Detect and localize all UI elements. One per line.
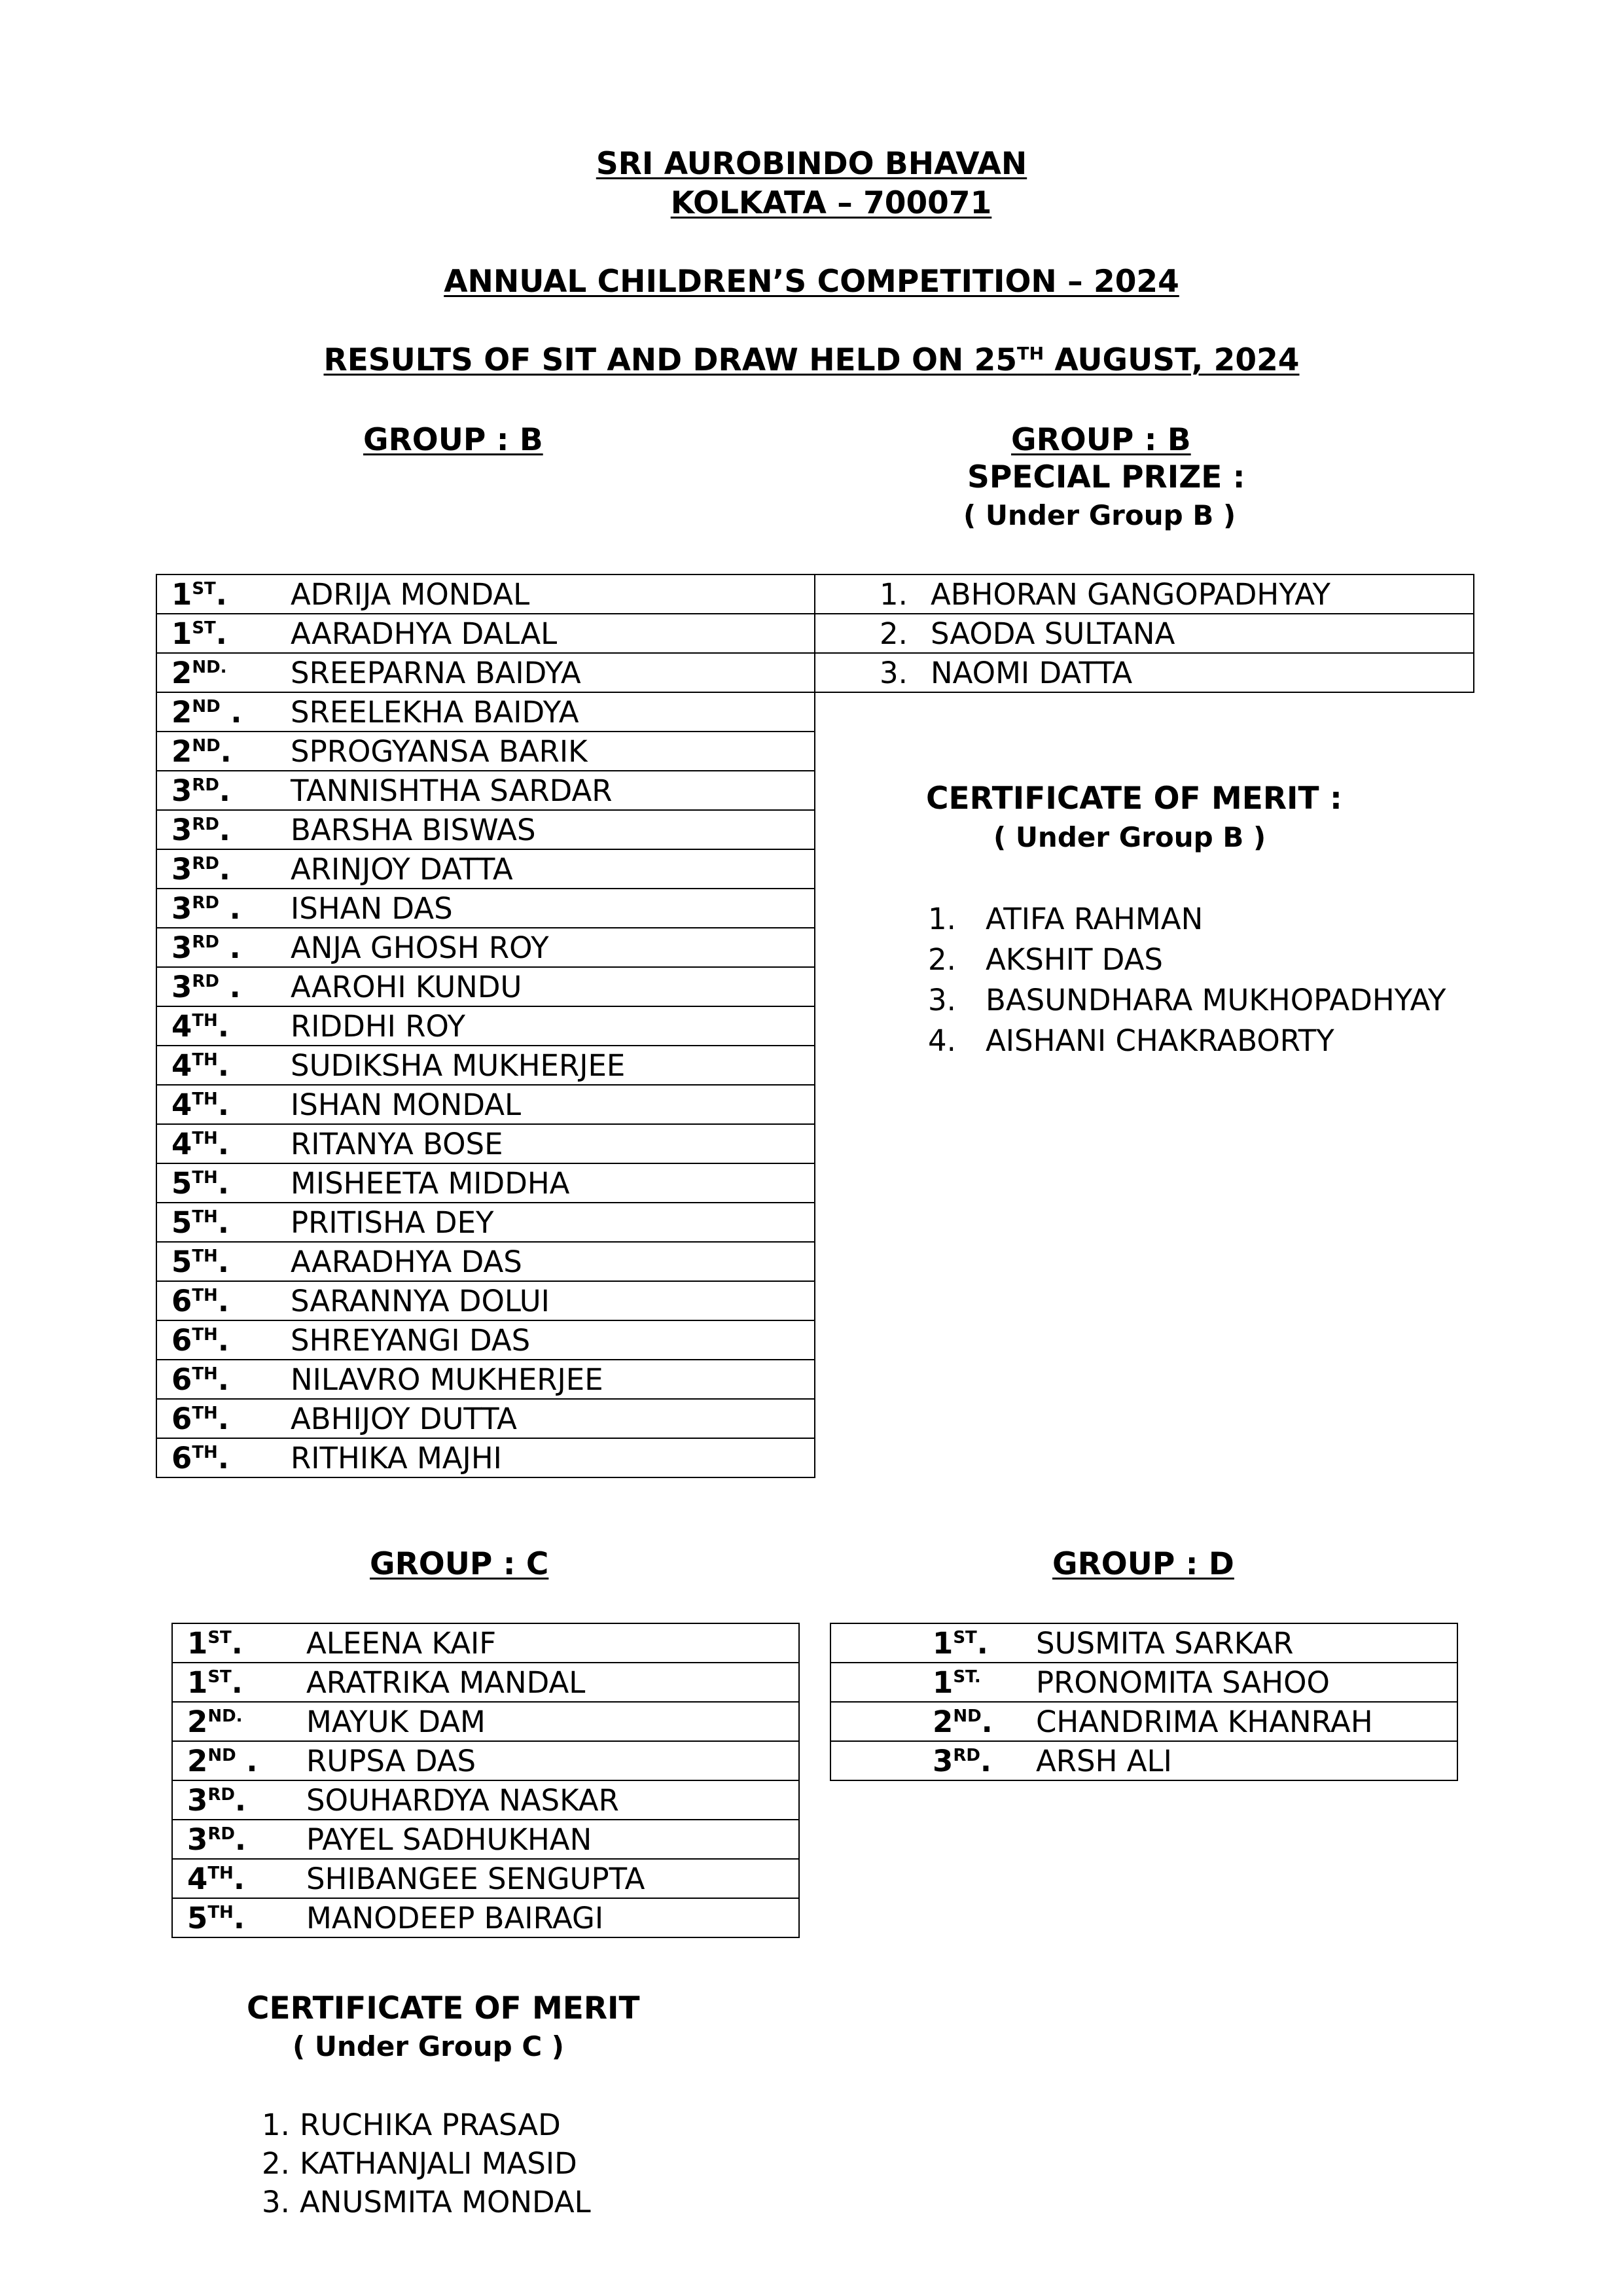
rank-label: [933, 1665, 1036, 1700]
rank-label: [171, 1402, 291, 1436]
merit-number: 3.: [262, 2185, 290, 2219]
rank-suffix: RD: [192, 932, 219, 952]
result-cell: [830, 1741, 1457, 1780]
rank-label: [171, 695, 291, 730]
participant-name: SREEPARNA BAIDYA: [291, 655, 581, 690]
rank-dot: .: [220, 694, 242, 730]
participant-name: AARADHYA DALAL: [291, 616, 558, 651]
result-cell: [156, 1006, 815, 1046]
rank-label: [171, 1362, 291, 1397]
participant-name: RUPSA DAS: [306, 1743, 476, 1778]
group-d-table: [830, 1623, 1458, 1781]
participant-name: ARSH ALI: [1036, 1743, 1172, 1778]
special-prize-row: [815, 653, 1474, 692]
rank-label: [171, 891, 291, 926]
rank-label: [171, 773, 291, 808]
result-cell: [172, 1702, 799, 1741]
rank-dot: .: [217, 1440, 229, 1475]
rank-suffix: RD: [192, 853, 219, 874]
rank-label: [187, 1665, 306, 1700]
result-cell: [156, 1046, 815, 1085]
merit-c-title: CERTIFICATE OF MERIT: [247, 1990, 640, 2026]
rank-number: 6: [171, 1440, 192, 1475]
rank-label: [171, 1166, 291, 1201]
result-row: [156, 732, 815, 771]
participant-name: RITHIKA MAJHI: [291, 1440, 502, 1475]
rank-suffix: ND: [953, 1706, 982, 1726]
result-cell: [156, 1320, 815, 1360]
result-cell: [172, 1820, 799, 1859]
rank-dot: .: [217, 1322, 229, 1358]
rank-dot: .: [217, 1205, 229, 1240]
participant-name: SUSMITA SARKAR: [1036, 1625, 1294, 1661]
result-cell: [156, 1124, 815, 1163]
org-title: SRI AUROBINDO BHAVAN: [596, 146, 1027, 182]
result-row: [830, 1702, 1457, 1741]
rank-label: [171, 1127, 291, 1161]
rank-number: 4: [171, 1048, 192, 1083]
result-row: [156, 653, 815, 692]
merit-item: [928, 940, 1446, 980]
result-row: [156, 1006, 815, 1046]
rank-suffix: ND.: [192, 657, 227, 677]
result-row: [156, 1046, 815, 1085]
rank-number: 4: [171, 1126, 192, 1161]
participant-name: ISHAN DAS: [291, 891, 453, 926]
rank-number: 2: [171, 733, 192, 769]
result-cell: [172, 1623, 799, 1663]
merit-c-list: [262, 2106, 591, 2221]
rank-number: 6: [171, 1401, 192, 1436]
rank-label: [171, 734, 291, 769]
result-row: [172, 1859, 799, 1898]
merit-item: [262, 2183, 591, 2221]
participant-name: AAROHI KUNDU: [291, 969, 522, 1004]
participant-name: ARATRIKA MANDAL: [306, 1665, 586, 1700]
rank-label: [187, 1783, 306, 1818]
group-b-heading: GROUP : B: [363, 422, 543, 458]
special-prize-cell: [815, 653, 1474, 692]
participant-name: AARADHYA DAS: [291, 1244, 522, 1279]
participant-name: AKSHIT DAS: [986, 942, 1163, 977]
result-cell: [172, 1859, 799, 1898]
participant-name: SAODA SULTANA: [931, 616, 1175, 651]
participant-name: NAOMI DATTA: [931, 655, 1133, 690]
rank-suffix: TH: [192, 1285, 218, 1305]
rank-dot: .: [234, 1782, 247, 1818]
participant-name: ALEENA KAIF: [306, 1625, 497, 1661]
participant-name: ADRIJA MONDAL: [291, 576, 530, 612]
result-cell: [830, 1663, 1457, 1702]
result-cell: [156, 732, 815, 771]
rank-suffix: RD: [207, 1824, 235, 1844]
rank-suffix: ST.: [953, 1667, 981, 1687]
rank-label: [171, 1009, 291, 1044]
rank-label: [171, 616, 291, 651]
rank-number: 4: [171, 1087, 192, 1122]
result-row: [172, 1820, 799, 1859]
result-row: [172, 1623, 799, 1663]
result-cell: [830, 1702, 1457, 1741]
result-row: [156, 810, 815, 849]
rank-suffix: ST: [192, 618, 216, 638]
special-prize-title: SPECIAL PRIZE :: [967, 459, 1245, 495]
results-title-text: RESULTS OF SIT AND DRAW HELD ON 25: [323, 342, 1018, 378]
rank-suffix: ND: [207, 1745, 236, 1765]
result-cell: [156, 889, 815, 928]
participant-name: BASUNDHARA MUKHOPADHYAY: [986, 983, 1446, 1017]
rank-suffix: ND.: [207, 1706, 243, 1726]
rank-suffix: ST: [207, 1667, 232, 1687]
rank-suffix: RD: [207, 1784, 235, 1805]
rank-label: [171, 1048, 291, 1083]
merit-item: [928, 899, 1446, 940]
merit-b-list: [928, 899, 1446, 1061]
rank-number: 3: [187, 1782, 208, 1818]
rank-dot: .: [219, 891, 241, 926]
competition-title: ANNUAL CHILDREN’S COMPETITION – 2024: [444, 264, 1179, 300]
result-row: [172, 1702, 799, 1741]
result-cell: [156, 1203, 815, 1242]
merit-number: 1.: [928, 902, 956, 936]
participant-name: CHANDRIMA KHANRAH: [1036, 1704, 1373, 1739]
rank-label: [171, 656, 291, 690]
rank-label: [171, 1087, 291, 1122]
prize-number: 2.: [880, 616, 908, 651]
rank-suffix: TH: [192, 1442, 218, 1462]
participant-name: PRONOMITA SAHOO: [1036, 1665, 1330, 1700]
result-cell: [156, 771, 815, 810]
rank-number: 3: [171, 930, 192, 965]
rank-number: 1: [171, 616, 192, 651]
rank-number: 3: [171, 891, 192, 926]
rank-dot: .: [217, 1362, 229, 1397]
merit-c-subtitle: ( Under Group C ): [293, 2030, 564, 2062]
rank-number: 4: [187, 1861, 208, 1896]
participant-name: SUDIKSHA MUKHERJEE: [291, 1048, 626, 1083]
result-row: [156, 1438, 815, 1477]
group-c-table: [171, 1623, 800, 1938]
rank-suffix: ND: [192, 696, 221, 716]
merit-item: [928, 980, 1446, 1021]
result-cell: [156, 849, 815, 889]
result-cell: [156, 1438, 815, 1477]
rank-label: [187, 1822, 306, 1857]
rank-dot: .: [219, 773, 231, 808]
merit-b-title: CERTIFICATE OF MERIT :: [926, 781, 1342, 817]
result-row: [172, 1898, 799, 1937]
participant-name: KATHANJALI MASID: [300, 2146, 577, 2181]
rank-number: 1: [933, 1625, 954, 1661]
city-title: KOLKATA – 700071: [670, 185, 992, 221]
result-cell: [156, 653, 815, 692]
rank-suffix: ST: [207, 1627, 232, 1648]
rank-dot: .: [215, 616, 227, 651]
rank-dot: .: [217, 1401, 229, 1436]
rank-suffix: TH: [192, 1403, 218, 1423]
rank-suffix: TH: [192, 1050, 218, 1070]
participant-name: RITANYA BOSE: [291, 1126, 503, 1161]
rank-number: 2: [933, 1704, 954, 1739]
rank-label: [171, 1284, 291, 1318]
result-row: [172, 1780, 799, 1820]
participant-name: SARANNYA DOLUI: [291, 1283, 550, 1318]
result-row: [156, 1360, 815, 1399]
result-row: [156, 1085, 815, 1124]
rank-dot: .: [236, 1743, 258, 1778]
participant-name: ABHORAN GANGOPADHYAY: [931, 576, 1331, 612]
special-prize-row: [815, 614, 1474, 653]
rank-label: [171, 852, 291, 887]
participant-name: ATIFA RAHMAN: [986, 902, 1204, 936]
rank-label: [171, 1205, 291, 1240]
result-cell: [156, 692, 815, 732]
merit-number: 3.: [928, 983, 956, 1017]
participant-name: PRITISHA DEY: [291, 1205, 494, 1240]
participant-name: SHREYANGI DAS: [291, 1322, 531, 1358]
result-cell: [156, 1399, 815, 1438]
rank-number: 6: [171, 1362, 192, 1397]
rank-label: [171, 1245, 291, 1279]
participant-name: MISHEETA MIDDHA: [291, 1165, 570, 1201]
rank-suffix: TH: [207, 1863, 234, 1883]
result-row: [156, 1163, 815, 1203]
merit-item: [928, 1021, 1446, 1061]
result-row: [156, 849, 815, 889]
participant-name: TANNISHTHA SARDAR: [291, 773, 613, 808]
participant-name: ABHIJOY DUTTA: [291, 1401, 517, 1436]
special-prize-cell: [815, 574, 1474, 614]
result-cell: [830, 1623, 1457, 1663]
participant-name: NILAVRO MUKHERJEE: [291, 1362, 603, 1397]
result-row: [156, 1203, 815, 1242]
result-cell: [172, 1741, 799, 1780]
result-cell: [156, 1281, 815, 1320]
participant-name: RUCHIKA PRASAD: [300, 2108, 561, 2142]
merit-number: 1.: [262, 2108, 290, 2142]
rank-number: 1: [187, 1625, 208, 1661]
rank-suffix: ND: [192, 735, 221, 756]
rank-suffix: TH: [192, 1128, 218, 1148]
participant-name: MAYUK DAM: [306, 1704, 486, 1739]
result-row: [156, 1124, 815, 1163]
result-cell: [156, 614, 815, 653]
rank-suffix: RD: [192, 971, 219, 991]
special-prize-row: [815, 574, 1474, 614]
special-prize-cell: [815, 614, 1474, 653]
result-cell: [172, 1898, 799, 1937]
rank-dot: .: [220, 733, 232, 769]
result-row: [156, 1320, 815, 1360]
result-cell: [172, 1780, 799, 1820]
rank-label: [171, 813, 291, 847]
rank-suffix: RD: [192, 775, 219, 795]
rank-label: [187, 1862, 306, 1896]
rank-dot: .: [217, 1087, 229, 1122]
rank-dot: .: [217, 1126, 229, 1161]
special-prize-table: [814, 574, 1474, 693]
rank-label: [933, 1744, 1036, 1778]
merit-item: [262, 2144, 591, 2183]
participant-name: MANODEEP BAIRAGI: [306, 1900, 604, 1935]
result-row: [156, 692, 815, 732]
rank-number: 2: [187, 1743, 208, 1778]
result-cell: [172, 1663, 799, 1702]
rank-number: 4: [171, 1008, 192, 1044]
rank-number: 5: [171, 1205, 192, 1240]
group-c-heading: GROUP : C: [370, 1546, 549, 1582]
participant-name: ISHAN MONDAL: [291, 1087, 522, 1122]
result-cell: [156, 1242, 815, 1281]
rank-number: 1: [171, 576, 192, 612]
rank-dot: .: [217, 1244, 229, 1279]
participant-name: AISHANI CHAKRABORTY: [986, 1023, 1334, 1058]
rank-label: [933, 1626, 1036, 1661]
result-row: [156, 574, 815, 614]
result-row: [156, 967, 815, 1006]
result-cell: [156, 928, 815, 967]
merit-b-subtitle: ( Under Group B ): [993, 821, 1266, 853]
group-d-heading: GROUP : D: [1052, 1546, 1234, 1582]
rank-label: [187, 1901, 306, 1935]
rank-label: [171, 970, 291, 1004]
rank-dot: .: [231, 1625, 243, 1661]
rank-label: [187, 1626, 306, 1661]
rank-number: 3: [187, 1822, 208, 1857]
result-cell: [156, 967, 815, 1006]
rank-number: 6: [171, 1322, 192, 1358]
rank-dot: .: [217, 1283, 229, 1318]
rank-label: [171, 1441, 291, 1475]
result-row: [830, 1663, 1457, 1702]
result-row: [172, 1663, 799, 1702]
rank-number: 6: [171, 1283, 192, 1318]
rank-suffix: TH: [192, 1207, 218, 1227]
rank-number: 3: [171, 851, 192, 887]
results-title: [0, 342, 1623, 378]
rank-number: 3: [933, 1743, 954, 1778]
result-cell: [156, 1163, 815, 1203]
special-group-heading: GROUP : B: [1011, 422, 1191, 458]
rank-number: 3: [171, 812, 192, 847]
result-row: [156, 614, 815, 653]
rank-label: [187, 1704, 306, 1739]
rank-number: 3: [171, 773, 192, 808]
participant-name: SREELEKHA BAIDYA: [291, 694, 579, 730]
rank-suffix: TH: [192, 1010, 218, 1031]
result-row: [830, 1741, 1457, 1780]
results-title-date: AUGUST, 2024: [1044, 342, 1300, 378]
results-title-sup: TH: [1017, 344, 1044, 364]
rank-number: 2: [171, 694, 192, 730]
participant-name: ARINJOY DATTA: [291, 851, 513, 887]
rank-dot: .: [217, 1048, 229, 1083]
rank-number: 5: [171, 1165, 192, 1201]
rank-dot: .: [217, 1165, 229, 1201]
rank-label: [933, 1704, 1036, 1739]
result-row: [172, 1741, 799, 1780]
rank-dot: .: [219, 812, 231, 847]
rank-dot: .: [219, 969, 241, 1004]
merit-number: 2.: [262, 2146, 290, 2181]
prize-number: 1.: [880, 576, 908, 612]
rank-dot: .: [219, 851, 231, 887]
group-b-table: [156, 574, 815, 1478]
rank-number: 2: [187, 1704, 208, 1739]
rank-dot: .: [233, 1861, 245, 1896]
rank-suffix: TH: [192, 1364, 218, 1384]
rank-dot: .: [981, 1704, 993, 1739]
rank-number: 1: [933, 1665, 954, 1700]
rank-dot: .: [215, 576, 227, 612]
rank-dot: .: [976, 1625, 988, 1661]
participant-name: PAYEL SADHUKHAN: [306, 1822, 592, 1857]
rank-dot: .: [980, 1743, 992, 1778]
merit-item: [262, 2106, 591, 2144]
merit-number: 4.: [928, 1023, 956, 1058]
participant-name: SPROGYANSA BARIK: [291, 733, 588, 769]
rank-label: [171, 930, 291, 965]
rank-suffix: TH: [192, 1246, 218, 1266]
result-row: [156, 771, 815, 810]
rank-number: 5: [187, 1900, 208, 1935]
rank-label: [171, 1323, 291, 1358]
rank-number: 5: [171, 1244, 192, 1279]
result-row: [156, 1399, 815, 1438]
result-cell: [156, 1085, 815, 1124]
rank-number: 3: [171, 969, 192, 1004]
rank-dot: .: [233, 1900, 245, 1935]
rank-label: [171, 577, 291, 612]
prize-number: 3.: [880, 655, 908, 690]
participant-name: SHIBANGEE SENGUPTA: [306, 1861, 645, 1896]
rank-suffix: ST: [192, 578, 216, 599]
rank-suffix: TH: [192, 1324, 218, 1345]
rank-suffix: TH: [192, 1089, 218, 1109]
participant-name: BARSHA BISWAS: [291, 812, 536, 847]
result-row: [830, 1623, 1457, 1663]
participant-name: SOUHARDYA NASKAR: [306, 1782, 619, 1818]
rank-suffix: RD: [953, 1745, 980, 1765]
special-prize-subtitle: ( Under Group B ): [963, 499, 1236, 531]
rank-number: 1: [187, 1665, 208, 1700]
rank-suffix: RD: [192, 892, 219, 913]
result-row: [156, 928, 815, 967]
rank-suffix: RD: [192, 814, 219, 834]
participant-name: ANUSMITA MONDAL: [300, 2185, 591, 2219]
result-cell: [156, 1360, 815, 1399]
merit-number: 2.: [928, 942, 956, 977]
participant-name: ANJA GHOSH ROY: [291, 930, 549, 965]
participant-name: RIDDHI ROY: [291, 1008, 465, 1044]
rank-suffix: ST: [953, 1627, 977, 1648]
rank-dot: .: [217, 1008, 229, 1044]
result-row: [156, 889, 815, 928]
rank-dot: .: [231, 1665, 243, 1700]
rank-number: 2: [171, 655, 192, 690]
result-cell: [156, 574, 815, 614]
result-row: [156, 1281, 815, 1320]
rank-suffix: TH: [192, 1167, 218, 1188]
result-cell: [156, 810, 815, 849]
rank-dot: .: [234, 1822, 247, 1857]
rank-label: [187, 1744, 306, 1778]
result-row: [156, 1242, 815, 1281]
rank-suffix: TH: [207, 1902, 234, 1922]
rank-dot: .: [219, 930, 241, 965]
